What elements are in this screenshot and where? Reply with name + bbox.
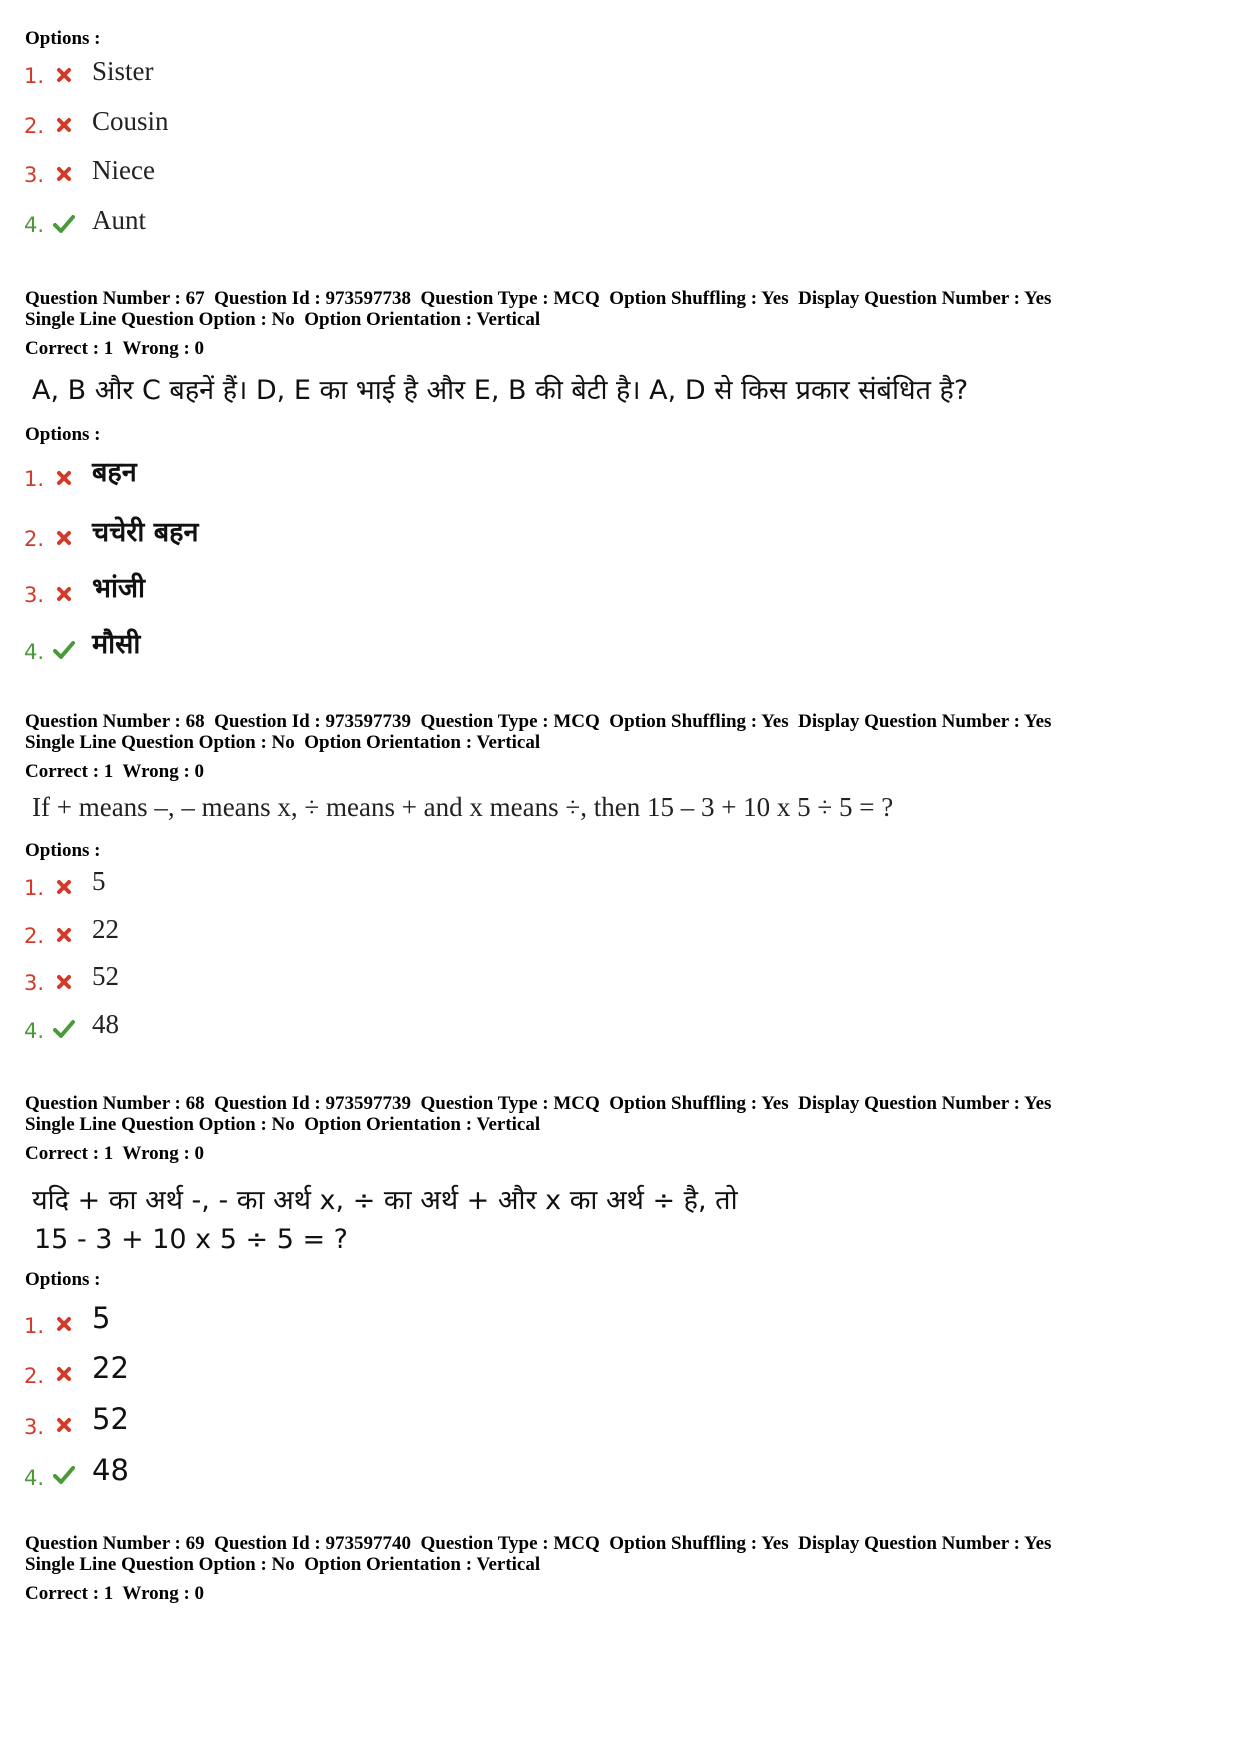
correct-icon — [52, 214, 76, 234]
wrong-icon — [56, 166, 72, 182]
wrong-icon — [56, 530, 72, 546]
score-line: Correct : 1 Wrong : 0 — [25, 1143, 205, 1164]
option-number: 4. — [24, 1466, 45, 1490]
option-text: 5 — [92, 1301, 111, 1335]
option-number: 4. — [24, 213, 45, 237]
question-text-line-2: 15 - 3 + 10 x 5 ÷ 5 = ? — [34, 1224, 348, 1255]
wrong-icon — [56, 1316, 72, 1332]
option-text: 22 — [92, 1351, 129, 1385]
question-meta-2: Single Line Question Option : No Option Orientation : Vertical — [25, 309, 541, 330]
option-text: Niece — [92, 155, 155, 185]
option-number: 3. — [24, 163, 45, 187]
option-text: भांजी — [92, 573, 146, 604]
option-text: Cousin — [92, 106, 169, 136]
option-row — [24, 213, 44, 237]
option-row — [24, 1364, 44, 1388]
option-row — [24, 924, 44, 948]
option-row — [24, 1314, 44, 1338]
question-meta-2: Single Line Question Option : No Option Orientation : Vertical — [25, 1114, 541, 1135]
wrong-icon — [56, 927, 72, 943]
option-text: मौसी — [92, 629, 141, 660]
option-number: 1. — [24, 64, 45, 88]
option-row — [24, 971, 44, 995]
score-line: Correct : 1 Wrong : 0 — [25, 761, 205, 782]
option-number: 1. — [24, 467, 45, 491]
option-row — [24, 1466, 44, 1490]
wrong-icon — [56, 586, 72, 602]
question-meta: Question Number : 68 Question Id : 973597739 Question Type : MCQ Option Shuffling : Yes Display Question Number : Yes — [25, 1093, 1052, 1114]
option-row — [24, 527, 44, 551]
question-meta: Question Number : 67 Question Id : 973597738 Question Type : MCQ Option Shuffling : Yes Display Question Number : Yes — [25, 288, 1052, 309]
option-number: 3. — [24, 971, 45, 995]
score-line: Correct : 1 Wrong : 0 — [25, 1583, 205, 1604]
option-text: Sister — [92, 56, 154, 86]
option-number: 3. — [24, 583, 45, 607]
option-number: 1. — [24, 1314, 45, 1338]
options-label: Options : — [25, 424, 101, 445]
option-number: 2. — [24, 114, 45, 138]
option-row — [24, 467, 44, 491]
option-text: 22 — [92, 914, 119, 944]
option-text: 48 — [92, 1453, 129, 1487]
option-text: 52 — [92, 961, 119, 991]
option-number: 1. — [24, 876, 45, 900]
option-text: बहन — [92, 457, 137, 488]
wrong-icon — [56, 117, 72, 133]
option-number: 4. — [24, 1019, 45, 1043]
option-row — [24, 1019, 44, 1043]
wrong-icon — [56, 67, 72, 83]
option-text: 5 — [92, 866, 106, 896]
option-number: 3. — [24, 1415, 45, 1439]
option-text: 48 — [92, 1009, 119, 1039]
options-label: Options : — [25, 840, 101, 861]
option-row — [24, 114, 44, 138]
correct-icon — [52, 1019, 76, 1039]
wrong-icon — [56, 470, 72, 486]
option-number: 2. — [24, 924, 45, 948]
question-meta: Question Number : 68 Question Id : 973597739 Question Type : MCQ Option Shuffling : Yes Display Question Number : Yes — [25, 711, 1052, 732]
options-label: Options : — [25, 1269, 101, 1290]
option-row — [24, 1415, 44, 1439]
question-text: A, B और C बहनें हैं। D, E का भाई है और E, B की बेटी है। A, D से किस प्रकार संबंधित है? — [32, 375, 969, 406]
option-row — [24, 583, 44, 607]
question-meta-2: Single Line Question Option : No Option Orientation : Vertical — [25, 732, 541, 753]
option-text: Aunt — [92, 205, 146, 235]
option-row — [24, 876, 44, 900]
option-number: 4. — [24, 640, 45, 664]
option-number: 2. — [24, 1364, 45, 1388]
wrong-icon — [56, 974, 72, 990]
correct-icon — [52, 1465, 76, 1485]
option-row — [24, 64, 44, 88]
option-text: चचेरी बहन — [92, 517, 199, 548]
option-text: 52 — [92, 1402, 129, 1436]
question-meta-2: Single Line Question Option : No Option Orientation : Vertical — [25, 1554, 541, 1575]
wrong-icon — [56, 1417, 72, 1433]
correct-icon — [52, 640, 76, 660]
option-number: 2. — [24, 527, 45, 551]
option-row — [24, 640, 44, 664]
question-text: यदि + का अर्थ -, - का अर्थ x, ÷ का अर्थ + और x का अर्थ ÷ है, तो — [32, 1185, 738, 1216]
options-label: Options : — [25, 28, 101, 49]
question-meta: Question Number : 69 Question Id : 973597740 Question Type : MCQ Option Shuffling : Yes Display Question Number : Yes — [25, 1533, 1052, 1554]
question-text: If + means –, – means x, ÷ means + and x means ÷, then 15 – 3 + 10 x 5 ÷ 5 = ? — [32, 792, 894, 822]
wrong-icon — [56, 879, 72, 895]
score-line: Correct : 1 Wrong : 0 — [25, 338, 205, 359]
option-row — [24, 163, 44, 187]
wrong-icon — [56, 1366, 72, 1382]
